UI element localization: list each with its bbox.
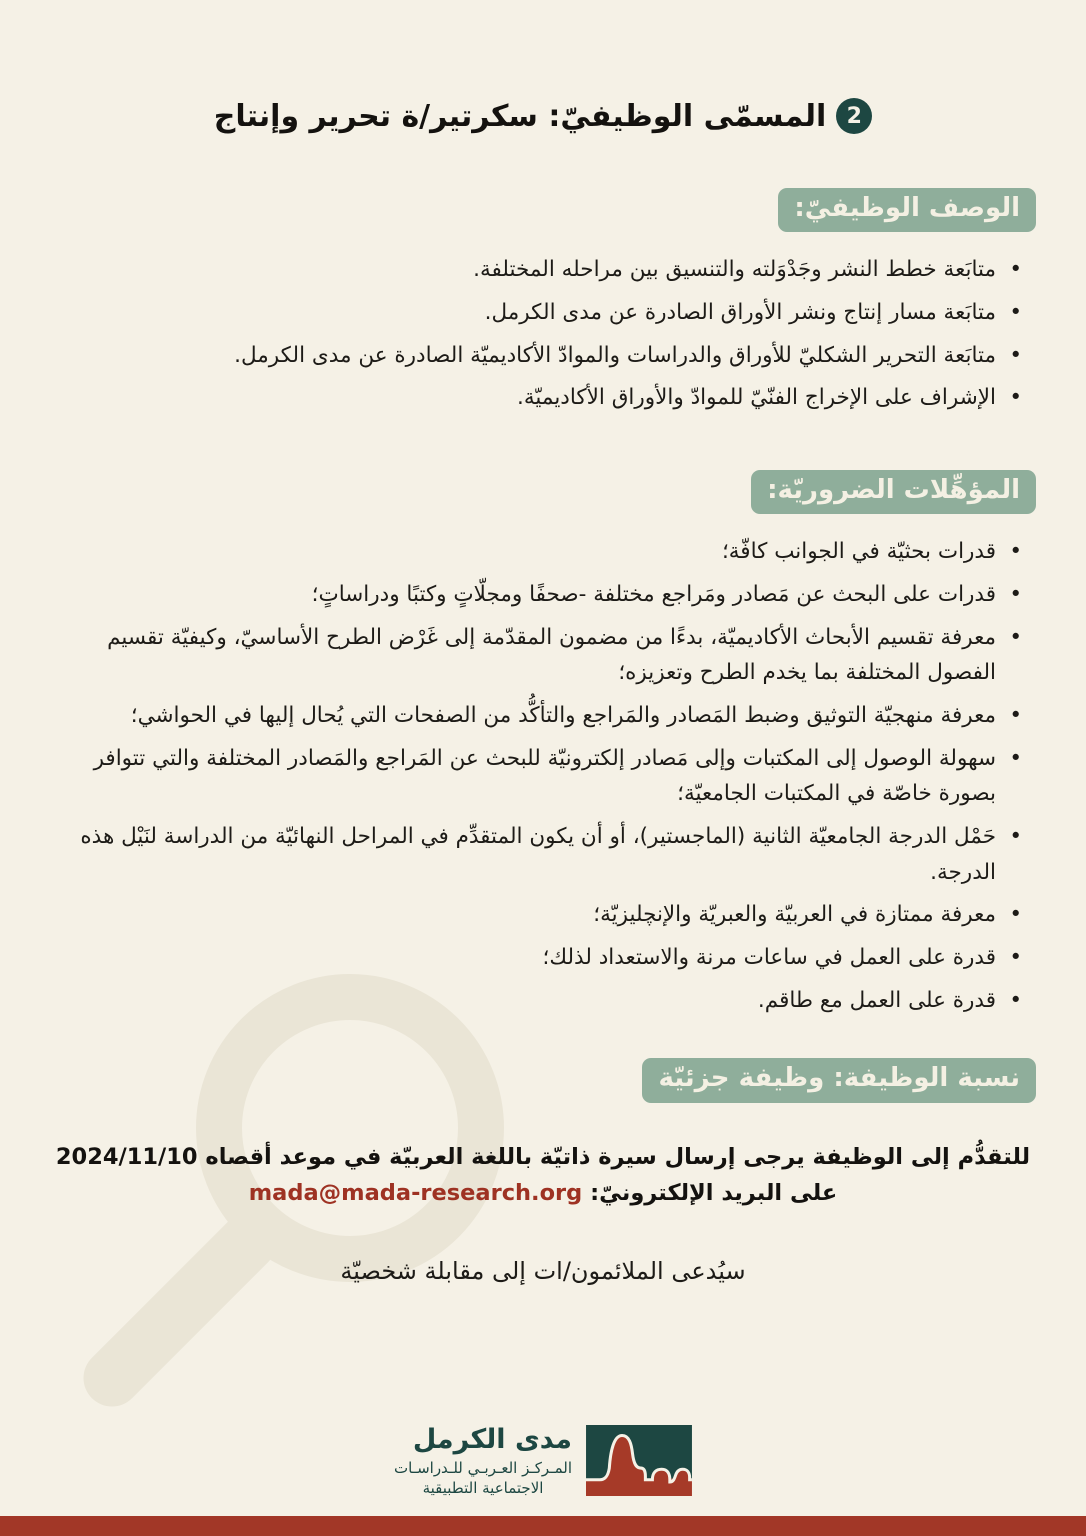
job-description-list [50,252,1036,416]
list-item: • معرفة ممتازة في العربيّة والعبريّة والإنچليزيّة؛ [50,897,1022,933]
section-heading-qualifications: المؤهِّلات الضروريّة: [751,470,1036,514]
list-item: • حَمْل الدرجة الجامعيّة الثانية (الماجستير)، أو أن يكون المتقدِّم في المراحل النهائيّة من الدراسة لنَيْل هذه الدرجة. [50,819,1022,890]
email-link[interactable]: mada@mada-research.org [248,1180,583,1206]
number-2-badge: 2 [836,98,872,134]
list-item: • متابَعة التحرير الشكليّ للأوراق والدراسات والموادّ الأكاديميّة الصادرة عن مدى الكرمل. [50,338,1022,374]
page-title [50,98,1036,134]
list-item: • متابَعة خطط النشر وجَدْوَلته والتنسيق بين مراحله المختلفة. [50,252,1022,288]
list-item: • قدرة على العمل في ساعات مرنة والاستعداد لذلك؛ [50,940,1022,976]
bottom-red-bar [0,1516,1086,1536]
org-logo-text [394,1424,572,1498]
org-name: مدى الكرمل [412,1423,573,1455]
section-heading-row-qualifications [50,470,1036,514]
email-label: على البريد الإلكترونيّ: [590,1180,838,1206]
application-deadline-line: للتقدُّم إلى الوظيفة يرجى إرسال سيرة ذاتيّة باللغة العربيّة في موعد أقصاه 2024/11/10 [55,1143,1031,1170]
mada-carmel-logo-icon [586,1425,692,1496]
list-item: • متابَعة مسار إنتاج ونشر الأوراق الصادرة عن مدى الكرمل. [50,295,1022,331]
list-item: • سهولة الوصول إلى المكتبات وإلى مَصادر إلكترونيّة للبحث عن المَراجع والمَصادر المختلفة والتي تتوافر بصورة خاصّة في المكتبات الجامعيّة؛ [50,741,1022,812]
list-item: • الإشراف على الإخراج الفنّيّ للموادّ والأوراق الأكاديميّة. [50,380,1022,416]
interview-note: سيُدعى الملائمون/ات إلى مقابلة شخصيّة [340,1257,746,1286]
list-item: • قدرات على البحث عن مَصادر ومَراجع مختلفة -صحفًا ومجلّاتٍ وكتبًا ودراساتٍ؛ [50,577,1022,613]
position-rate-badge: نسبة الوظيفة: وظيفة جزئيّة [642,1058,1036,1102]
list-item: • معرفة تقسيم الأبحاث الأكاديميّة، بدءًا من مضمون المقدّمة إلى غَرْض الطرح الأساسيّ، وكيفيّة تقسيم الفصول المختلفة بما يخدم الطرح وتعزيزه؛ [50,620,1022,691]
list-item: • قدرات بحثيّة في الجوانب كافّة؛ [50,534,1022,570]
application-instructions [50,1139,1036,1212]
section-heading-row-position-rate [50,1058,1036,1102]
section-heading-row-job-description [50,188,1036,232]
org-desc-line2: الاجتماعية التطبيقية [422,1478,544,1497]
list-item: • معرفة منهجيّة التوثيق وضبط المَصادر والمَراجع والتأكُّد من الصفحات التي يُحال إليها في الحواشي؛ [50,698,1022,734]
page-title-text: المسمّى الوظيفيّ: سكرتير/ة تحرير وإنتاج [213,98,827,134]
org-desc-line1: المـركـز العـربـي للـدراسـات [393,1459,573,1477]
org-logo-footer [394,1424,692,1498]
list-item: • قدرة على العمل مع طاقم. [50,983,1022,1019]
qualifications-list [50,534,1036,1018]
section-heading-job-description: الوصف الوظيفيّ: [778,188,1036,232]
application-email-line [50,1175,1036,1211]
